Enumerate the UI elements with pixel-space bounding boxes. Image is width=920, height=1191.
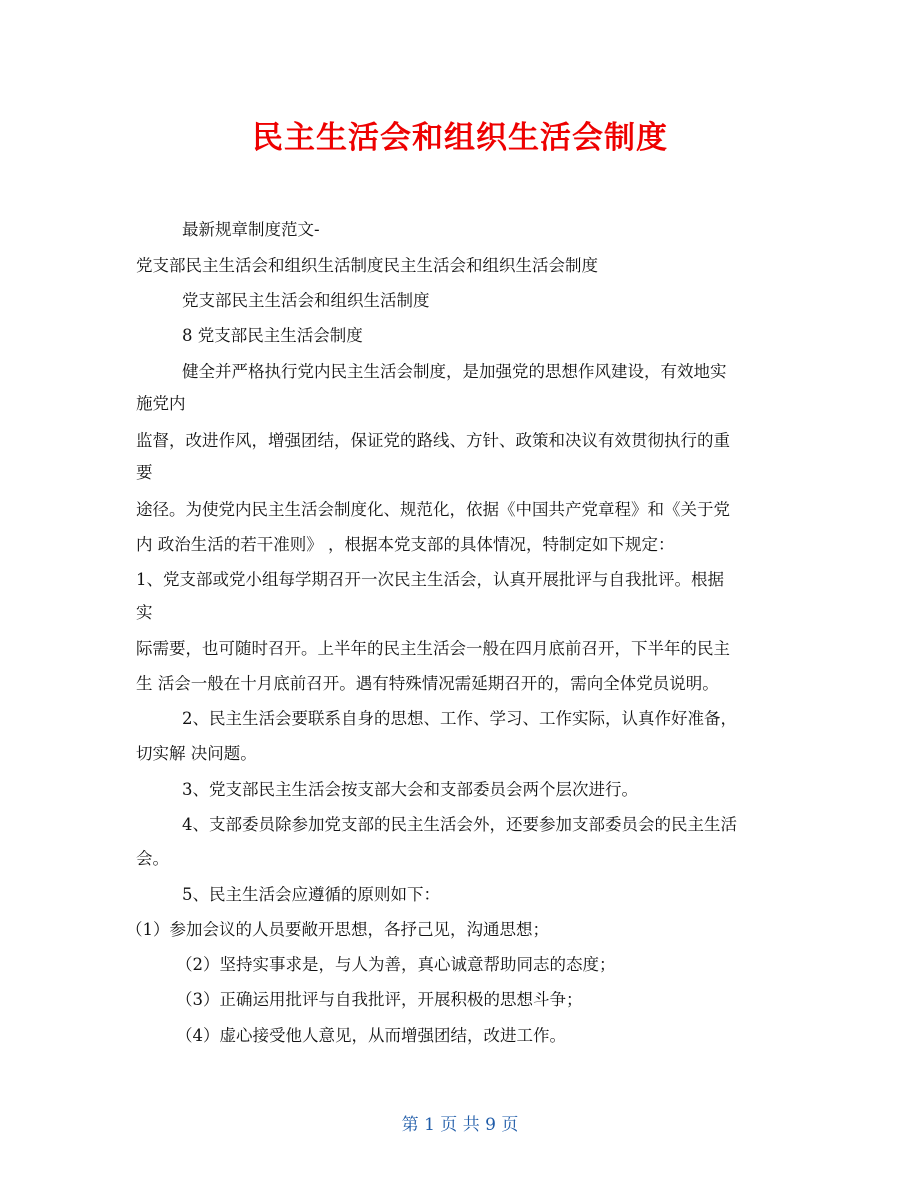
body-line-16: 切实解 决问题。 (136, 744, 257, 763)
body-line-11: 1、党支部或党小组每学期召开一次民主生活会，认真开展批评与自我批评。根据 (136, 570, 724, 589)
body-line-1: 最新规章制度范文- (182, 220, 320, 239)
body-line-23: （3）正确运用批评与自我批评，开展积极的思想斗争； (176, 990, 583, 1009)
body-line-5: 健全并严格执行党内民主生活会制度，是加强党的思想作风建设，有效地实 (182, 362, 727, 381)
body-line-3: 党支部民主生活会和组织生活制度 (182, 291, 430, 310)
body-line-21: （1）参加会议的人员要敞开思想，各抒己见，沟通思想； (126, 920, 549, 939)
body-line-19: 会。 (136, 849, 169, 868)
body-line-24: （4）虚心接受他人意见，从而增强团结，改进工作。 (176, 1026, 566, 1045)
body-line-12: 实 (136, 603, 153, 622)
body-line-18: 4、支部委员除参加党支部的民主生活会外，还要参加支部委员会的民主生活 (182, 815, 737, 834)
page-number-footer: 第 1 页 共 9 页 (401, 1115, 519, 1135)
body-line-10: 内 政治生活的若干准则》 ，根据本党支部的具体情况，特制定如下规定： (136, 535, 675, 554)
body-line-22: （2）坚持实事求是，与人为善，真心诚意帮助同志的态度； (176, 955, 616, 974)
body-line-9: 途径。为使党内民主生活会制度化、规范化，依据《中国共产党章程》和《关于党 (136, 500, 730, 519)
body-line-6: 施党内 (136, 394, 186, 413)
body-line-8: 要 (136, 463, 153, 482)
document-title: 民主生活会和组织生活会制度 (252, 120, 668, 156)
body-line-17: 3、党支部民主生活会按支部大会和支部委员会两个层次进行。 (182, 780, 638, 799)
body-line-2: 党支部民主生活会和组织生活制度民主生活会和组织生活会制度 (136, 256, 598, 275)
body-line-14: 生 活会一般在十月底前召开。遇有特殊情况需延期召开的，需向全体党员说明。 (136, 674, 719, 693)
body-line-7: 监督，改进作风，增强团结，保证党的路线、方针、政策和决议有效贯彻执行的重 (136, 431, 730, 450)
body-line-4: 8 党支部民主生活会制度 (182, 326, 363, 345)
body-line-15: 2、民主生活会要联系自身的思想、工作、学习、工作实际，认真作好准备， (182, 709, 737, 728)
body-line-13: 际需要，也可随时召开。上半年的民主生活会一般在四月底前召开，下半年的民主 (136, 639, 730, 658)
body-line-20: 5、民主生活会应遵循的原则如下： (182, 885, 440, 904)
